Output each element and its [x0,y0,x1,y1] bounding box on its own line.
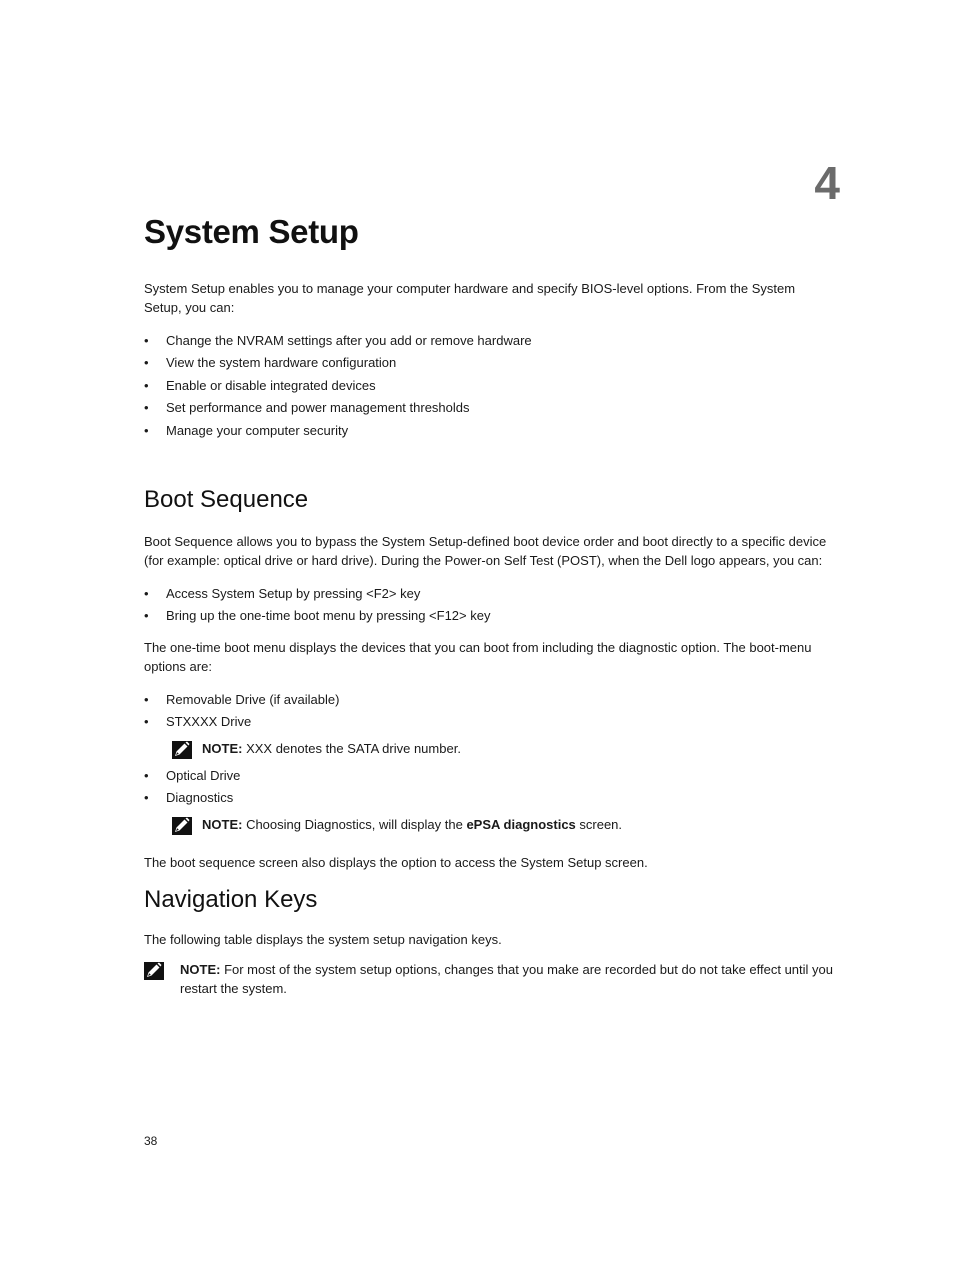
bullet: • [144,422,149,438]
bullet: • [144,377,149,393]
boot-sequence-closing: The boot sequence screen also displays the option to access the System Setup screen. [144,854,648,870]
navigation-keys-heading: Navigation Keys [144,886,318,914]
boot-sequence-heading: Boot Sequence [144,486,309,514]
note-text: For most of the system setup options, changes that you make are recorded but do not take effect until you restart the system. [180,961,834,997]
list-item: • Optical Drive [144,765,834,788]
note-label: NOTE: [180,961,221,977]
chapter-number: 4 [814,157,840,209]
boot-menu-list-continued [144,765,834,810]
list-item: • Manage your computer security [144,420,834,443]
list-item: • Removable Drive (if available) [144,689,834,712]
list-item: • STXXXX Drive [144,711,834,734]
note-text: Choosing Diagnostics, will display the [242,816,467,832]
note-navigation [144,960,834,999]
note-sata [172,739,834,759]
list-item: • Diagnostics [144,787,834,810]
page-content [144,212,834,999]
list-item: • Set performance and power management thresholds [144,397,834,420]
note-text: XXX denotes the SATA drive number. [242,740,461,756]
bullet: • [144,714,149,730]
boot-access-list [144,583,834,628]
list-item: • Access System Setup by pressing <F2> key [144,583,834,606]
epsa-diagnostics-term: ePSA diagnostics [466,816,576,832]
list-item: • Change the NVRAM settings after you add or remove hardware [144,330,834,353]
pencil-note-icon [144,962,164,980]
system-setup-list [144,330,834,443]
pencil-note-icon [172,817,192,835]
bullet: • [144,790,149,806]
bullet: • [144,355,149,371]
pencil-note-icon [172,741,192,759]
chapter-title: System Setup [144,213,359,250]
chapter-intro: System Setup enables you to manage your computer hardware and specify BIOS-level options. From the System Setup, you can: [144,280,796,316]
boot-menu-intro: The one-time boot menu displays the devices that you can boot from including the diagnostic option. The boot-menu options are: [144,639,812,675]
bullet: • [144,400,149,416]
boot-menu-list [144,689,834,734]
list-item: • Bring up the one-time boot menu by pressing <F12> key [144,605,834,628]
bullet: • [144,585,149,601]
bullet: • [144,332,149,348]
note-label: NOTE: [202,740,243,756]
list-item: • Enable or disable integrated devices [144,375,834,398]
bullet: • [144,608,149,624]
bullet: • [144,767,149,783]
navigation-keys-intro: The following table displays the system setup navigation keys. [144,932,502,948]
note-text: screen. [575,816,623,832]
list-item: • View the system hardware configuration [144,352,834,375]
note-diagnostics [172,815,834,835]
bullet: • [144,691,149,707]
note-label: NOTE: [202,816,243,832]
boot-sequence-intro: Boot Sequence allows you to bypass the System Setup-defined boot device order and boot directly to a specific device (for example: optical drive or hard drive). During the Power-on Self Test (POST), when the Dell logo appears, you can: [144,533,827,569]
page-number: 38 [144,1134,158,1148]
